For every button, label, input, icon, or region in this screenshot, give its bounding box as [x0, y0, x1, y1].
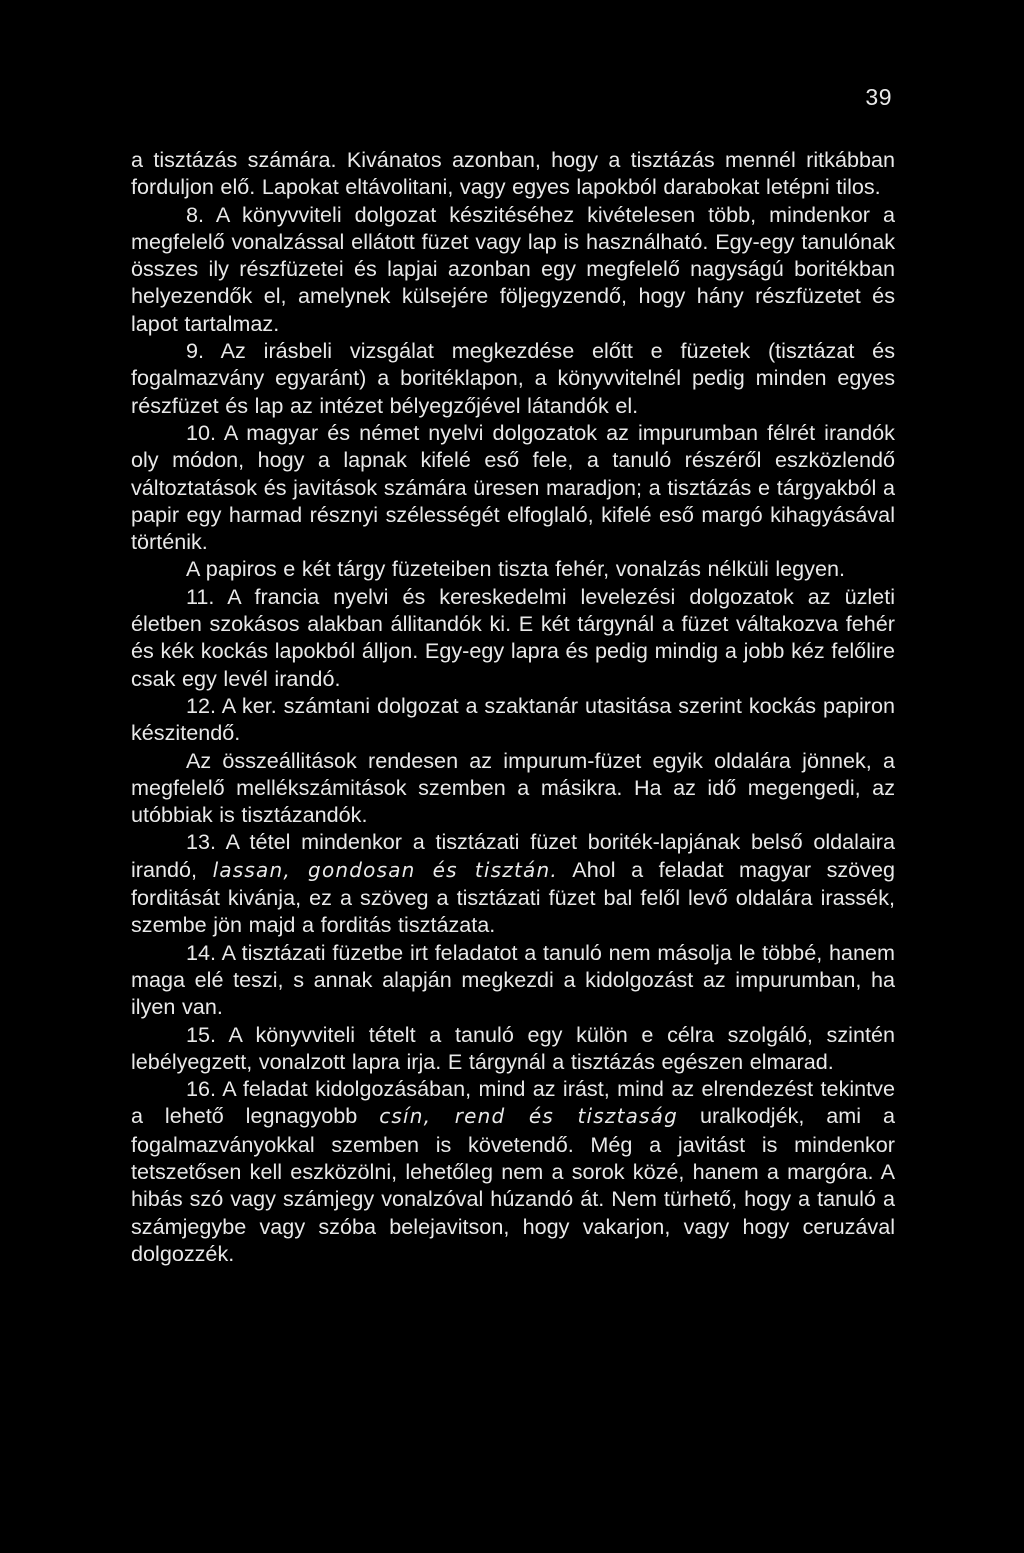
paragraph-number: 15.	[186, 1021, 217, 1047]
paragraph-text: Az irásbeli vizsgálat megkezdése előtt e füzetek (tisztázat és fogalmazvány egyaránt) a boritéklapon, a könyvvitelnél pedig minden egyes részfüzet és lap az intézet bélyegzőjével látandók el.	[131, 338, 895, 418]
paragraph-text: Ahol a feladat magyar szöveg forditását kivánja, ez a szöveg a tisztázati füzet bal felől levő oldalára irassék, szembe jön majd a forditás tisztázata.	[131, 856, 895, 938]
paragraph-8	[131, 201, 895, 337]
paragraph-16	[131, 1075, 895, 1267]
emphasized-text: lassan, gondosan és tisztán.	[212, 857, 558, 882]
paragraph-text: A feladat kidolgozásában, mind az irást, mind az elrendezést tekintve a lehető legnagyobb	[131, 1076, 895, 1129]
paragraph-text: A könyvviteli tételt a tanuló egy külön e célra szolgáló, szintén lebélyegzett, vonalzott lapra irja. E tárgynál a tisztázás egészen elmarad.	[131, 1021, 895, 1074]
paragraph-continuation	[131, 146, 895, 201]
paragraph-text: uralkodjék, ami a fogalmazványokkal szemben is követendő. Még a javitást is mindenkor tetszetősen kell eszközölni, lehetőleg nem a sorok közé, hanem a margóra. A hibás szó vagy számjegy vonalzóval húzandó át. Nem türhető, hogy a tanuló a számjegybe vagy szóba belejavitson, hogy vakarjon, vagy hogy ceruzával dolgozzék.	[131, 1103, 895, 1266]
paragraph-11	[131, 583, 895, 692]
paragraph-14	[131, 939, 895, 1021]
paragraph-text: Az összeállitások rendesen az impurum-füzet egyik oldalára jönnek, a megfelelő mellékszámitások szemben a másikra. Ha az idő megengedi, az utóbbiak is tisztázandók.	[131, 747, 895, 828]
paragraph-number: 14.	[186, 939, 217, 965]
paragraph-12-note	[131, 747, 895, 829]
paragraph-number: 12.	[186, 692, 217, 718]
paragraph-text: A magyar és német nyelvi dolgozatok az impurumban félrét irandók oly módon, hogy a lapnak kifelé eső fele, a tanuló részéről eszközlendő változtatások és javitások számára üresen maradjon; a tisztázás e tárgyakból a papir egy harmad résznyi szélességét elfoglaló, kifelé eső margó kihagyásával történik.	[131, 419, 895, 555]
body-text	[131, 146, 895, 1267]
page-number: 39	[865, 84, 892, 110]
paragraph-13	[131, 828, 895, 938]
paragraph-text: A tisztázati füzetbe irt feladatot a tanuló nem másolja le többé, hanem maga elé teszi, s annak alapján megkezdi a kidolgozást az impurumban, ha ilyen van.	[131, 939, 895, 1020]
paragraph-number: 13.	[186, 829, 217, 855]
paragraph-text: A tétel mindenkor a tisztázati füzet boriték-lapjának belső oldalaira irandó,	[131, 829, 895, 882]
paragraph-number: 8.	[186, 201, 205, 227]
paragraph-text: A francia nyelvi és kereskedelmi levelezési dolgozatok az üzleti életben szokásos alakban állitandók ki. E két tárgynál a füzet váltakozva fehér és kék kockás lapokból álljon. Egy-egy lapra és pedig mindig a jobb kéz felőlire csak egy levél irandó.	[131, 583, 895, 691]
paragraph-9	[131, 337, 895, 419]
paragraph-text: A papiros e két tárgy füzeteiben tiszta fehér, vonalzás nélküli legyen.	[186, 556, 845, 582]
paragraph-text: A könyvviteli dolgozat készitéséhez kivételesen több, mindenkor a megfelelő vonalzással ellátott füzet vagy lap is használható. Egy-egy tanulónak összes ily részfüzetei és lapjai azonban egy megfelelő nagyságú boritékban helyezendők el, amelynek külsejére följegyzendő, hogy hány részfüzetet és lapot tartalmaz.	[131, 201, 895, 336]
paragraph-text: A ker. számtani dolgozat a szaktanár utasitása szerint kockás papiron készitendő.	[131, 692, 895, 746]
paragraph-15	[131, 1021, 895, 1076]
paragraph-10-note	[131, 555, 895, 582]
paragraph-number: 11.	[186, 583, 215, 609]
paragraph-number: 10.	[186, 419, 217, 445]
paragraph-number: 9.	[186, 338, 205, 364]
paragraph-10	[131, 419, 895, 555]
paragraph-12	[131, 692, 895, 747]
emphasized-text: csín, rend és tisztaság	[379, 1104, 679, 1129]
paragraph-text: a tisztázás számára. Kivánatos azonban, hogy a tisztázás mennél ritkábban forduljon elő. Lapokat eltávolitani, vagy egyes lapokból darabokat letépni tilos.	[131, 147, 895, 200]
paragraph-number: 16.	[186, 1076, 217, 1102]
